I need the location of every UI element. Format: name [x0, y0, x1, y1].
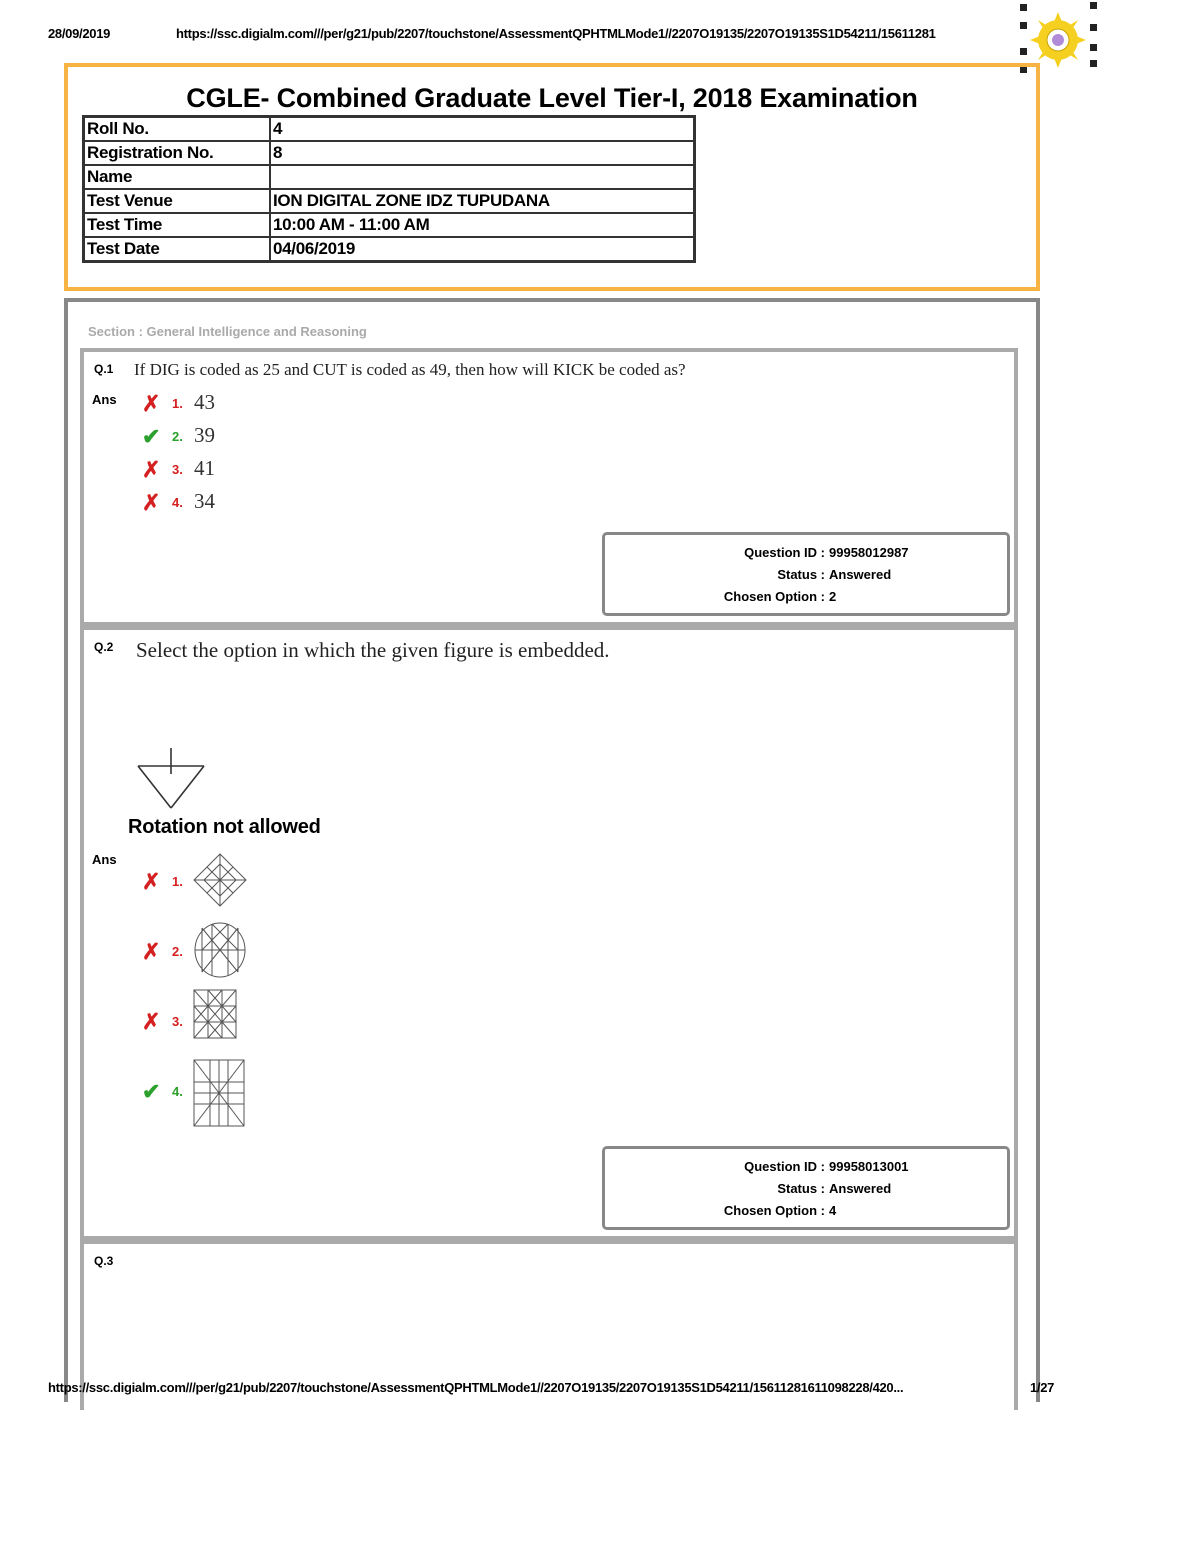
question-info-box — [602, 532, 1010, 616]
wrong-mark-icon: ✗ — [142, 490, 161, 515]
row-label: Test Date — [84, 237, 271, 262]
diamond-figure-icon — [192, 852, 248, 913]
chosen-option-label: Chosen Option : — [723, 589, 825, 604]
row-value: ION DIGITAL ZONE IDZ TUPUDANA — [270, 189, 695, 213]
chosen-option-value: 4 — [829, 1203, 837, 1218]
row-label: Test Venue — [84, 189, 271, 213]
wrong-mark-icon: ✗ — [142, 391, 161, 416]
correct-mark-icon: ✔ — [142, 1079, 161, 1104]
option-number: 2. — [172, 429, 183, 444]
circle-grid-figure-icon — [192, 920, 248, 985]
question-status — [605, 567, 892, 582]
rotation-note: Rotation not allowed — [128, 816, 321, 838]
chosen-option-value: 2 — [829, 589, 837, 604]
row-value — [270, 165, 695, 189]
row-label: Test Time — [84, 213, 271, 237]
option-text: 39 — [194, 423, 215, 447]
status-label: Status : — [777, 567, 825, 582]
table-row — [84, 189, 695, 213]
square-cross-figure-icon — [192, 1058, 246, 1133]
wrong-mark-icon: ✗ — [142, 869, 161, 894]
option-text: 43 — [194, 390, 215, 414]
question-number: Q.3 — [94, 1254, 114, 1268]
candidate-details-table — [82, 115, 696, 263]
ans-label: Ans — [92, 392, 117, 407]
ans-label: Ans — [92, 852, 117, 867]
chosen-option — [605, 1203, 837, 1218]
row-label: Roll No. — [84, 117, 271, 142]
exam-details-box — [64, 63, 1040, 291]
question-number: Q.1 — [94, 362, 114, 376]
page-number: 1/27 — [1030, 1380, 1055, 1395]
row-label: Registration No. — [84, 141, 271, 165]
row-value: 04/06/2019 — [270, 237, 695, 262]
option-number: 1. — [172, 874, 183, 889]
wrong-mark-icon: ✗ — [142, 1009, 161, 1034]
question-text: If DIG is coded as 25 and CUT is coded as 49, then how will KICK be coded as? — [134, 360, 686, 379]
row-value: 10:00 AM - 11:00 AM — [270, 213, 695, 237]
correct-mark-icon: ✔ — [142, 424, 161, 449]
wrong-mark-icon: ✗ — [142, 939, 161, 964]
question-id-value: 99958013001 — [829, 1159, 909, 1174]
option-number: 1. — [172, 396, 183, 411]
section-title: Section : General Intelligence and Reasoning — [88, 324, 367, 339]
option-number: 3. — [172, 462, 183, 477]
print-url-header: https://ssc.digialm.com///per/g21/pub/2207/touchstone/AssessmentQPHTMLMode1//2207O19135/2207O19135S1D54211/15611281 — [176, 26, 936, 41]
rectangle-grid-figure-icon — [192, 988, 238, 1045]
question-text: Select the option in which the given figure is embedded. — [136, 638, 610, 662]
question-id — [605, 1159, 909, 1174]
row-value: 8 — [270, 141, 695, 165]
wrong-mark-icon: ✗ — [142, 457, 161, 482]
question-id-value: 99958012987 — [829, 545, 909, 560]
status-label: Status : — [777, 1181, 825, 1196]
question-id — [605, 545, 909, 560]
row-value: 4 — [270, 117, 695, 142]
exam-title: CGLE- Combined Graduate Level Tier-I, 2018 Examination — [186, 83, 918, 113]
question-info-box — [602, 1146, 1010, 1230]
row-label: Name — [84, 165, 271, 189]
table-row — [84, 117, 695, 142]
chosen-option-label: Chosen Option : — [723, 1203, 825, 1218]
status-value: Answered — [829, 1181, 892, 1196]
option-text: 41 — [194, 456, 215, 480]
print-date: 28/09/2019 — [48, 26, 111, 41]
option-number: 2. — [172, 944, 183, 959]
question-paper-box — [64, 298, 1040, 1402]
question-number: Q.2 — [94, 640, 114, 654]
question-status — [605, 1181, 892, 1196]
question-card — [80, 626, 1018, 1240]
question-id-label: Question ID : — [744, 1159, 825, 1174]
table-row — [84, 237, 695, 262]
chosen-option — [605, 589, 837, 604]
option-number: 4. — [172, 1084, 183, 1099]
option-text: 34 — [194, 489, 215, 513]
table-row — [84, 141, 695, 165]
option-number: 4. — [172, 495, 183, 510]
status-value: Answered — [829, 567, 892, 582]
option-number: 3. — [172, 1014, 183, 1029]
print-url-footer: https://ssc.digialm.com///per/g21/pub/2207/touchstone/AssessmentQPHTMLMode1//2207O19135/2207O19135S1D54211/15611281611098228/420... — [48, 1380, 904, 1395]
table-row — [84, 213, 695, 237]
question-card — [80, 348, 1018, 626]
question-id-label: Question ID : — [744, 545, 825, 560]
table-row — [84, 165, 695, 189]
question-figure-icon — [136, 746, 206, 817]
